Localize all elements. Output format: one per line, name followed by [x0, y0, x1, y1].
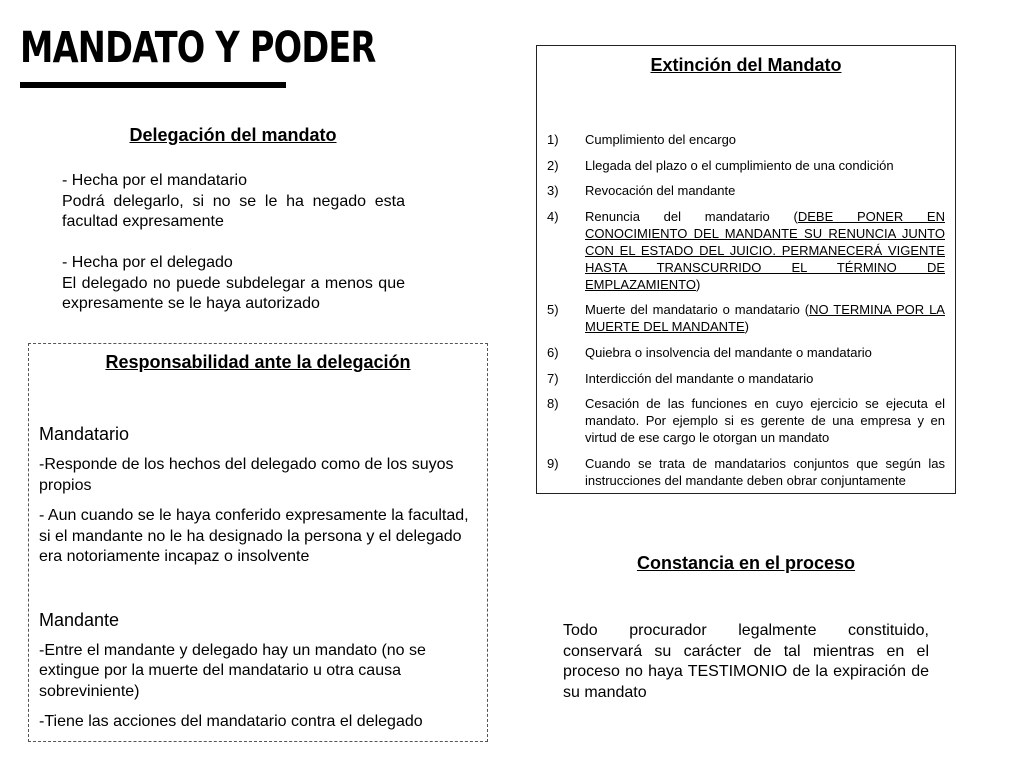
list-text: Revocación del mandante — [585, 183, 736, 199]
list-item — [547, 455, 945, 489]
page-title: MANDATO Y PODER — [20, 23, 376, 73]
delegacion-line: - Hecha por el delegado — [62, 254, 233, 271]
list-item — [547, 131, 945, 148]
delegacion-body — [62, 171, 405, 315]
list-number: 1) — [547, 132, 559, 147]
list-number: 8) — [547, 396, 559, 412]
list-text-tail: ) — [696, 276, 701, 292]
list-text: Cumplimiento del encargo — [585, 132, 737, 147]
list-text: Llegada del plazo o el cumplimiento de una condición — [585, 157, 894, 173]
constancia-heading: Constancia en el proceso — [636, 553, 856, 573]
responsabilidad-heading: Responsabilidad ante la delegación — [105, 352, 411, 372]
mandante-item: -Entre el mandante y delegado hay un mandato (no se extingue por la muerte del mandatario u otra causa sobreviniente) — [39, 641, 426, 700]
list-item — [547, 370, 945, 387]
delegacion-line: El delegado no puede subdelegar a menos que expresamente se le haya autorizado — [62, 274, 405, 312]
list-text — [585, 301, 945, 335]
list-number: 5) — [547, 302, 559, 318]
mandatario-item: - Aun cuando se le haya conferido expresamente la facultad, si el mandante no le ha designado la persona y el delegado era notoriamente incapaz o insolvente — [39, 507, 469, 565]
responsabilidad-content — [39, 423, 469, 743]
list-item — [547, 208, 945, 293]
mandante-subheading: Mandante — [39, 609, 120, 630]
list-number: 9) — [547, 455, 559, 471]
spacer — [39, 578, 469, 609]
extincion-list — [547, 131, 945, 497]
list-number: 2) — [547, 157, 559, 173]
list-text-lead: Muerte del mandatario o mandatario ( — [585, 302, 810, 318]
spacer — [62, 233, 405, 254]
list-text: Interdicción del mandante o mandatario — [585, 370, 814, 386]
mandatario-subheading: Mandatario — [39, 424, 130, 444]
list-number: 6) — [547, 344, 559, 360]
list-number: 7) — [547, 370, 559, 386]
extincion-heading: Extinción del Mandato — [650, 55, 842, 75]
title-underline — [20, 82, 286, 88]
delegacion-heading: Delegación del mandato — [129, 125, 337, 145]
list-number: 4) — [547, 208, 559, 224]
list-item — [547, 157, 945, 174]
list-text: Cuando se trata de mandatarios conjuntos que según las instrucciones del mandante deben obrar conjuntamente — [585, 455, 945, 488]
extincion-panel — [536, 45, 956, 494]
list-text-underlined: DEBE PONER EN CONOCIMIENTO DEL MANDANTE SU RENUNCIA JUNTO CON EL ESTADO DEL JUICIO. PERMANECERÁ VIGENTE HASTA TRANSCURRIDO EL TÉRMINO DE EMPLAZAMIENTO — [585, 208, 945, 292]
list-text-underlined: NO TERMINA POR LA MUERTE DEL MANDANTE — [585, 302, 945, 335]
list-text: Cesación de las funciones en cuyo ejercicio se ejecuta el mandato. Por ejemplo si es gerente de una empresa y en virtud de ese cargo le otorgan un mandato — [585, 396, 945, 446]
list-text: Quiebra o insolvencia del mandante o mandatario — [585, 344, 872, 360]
mandante-item: -Tiene las acciones del mandatario contra el delegado — [39, 713, 423, 730]
list-number: 3) — [547, 183, 559, 199]
responsabilidad-panel — [28, 343, 488, 742]
list-text-tail: ) — [744, 319, 749, 335]
list-text-lead: Renuncia del mandatario ( — [585, 208, 798, 224]
delegacion-line: - Hecha por el mandatario — [62, 172, 247, 189]
list-item — [547, 301, 945, 335]
mandatario-item: -Responde de los hechos del delegado como de los suyos propios — [39, 456, 454, 494]
list-item — [547, 395, 945, 446]
delegacion-line: Podrá delegarlo, si no se le ha negado esta facultad expresamente — [62, 192, 405, 230]
list-item — [547, 182, 945, 199]
constancia-body: Todo procurador legalmente constituido, conservará su carácter de tal mientras en el proceso no haya TESTIMONIO de la expiración de su mandato — [563, 622, 929, 701]
list-item — [547, 344, 945, 361]
list-text — [585, 208, 945, 293]
